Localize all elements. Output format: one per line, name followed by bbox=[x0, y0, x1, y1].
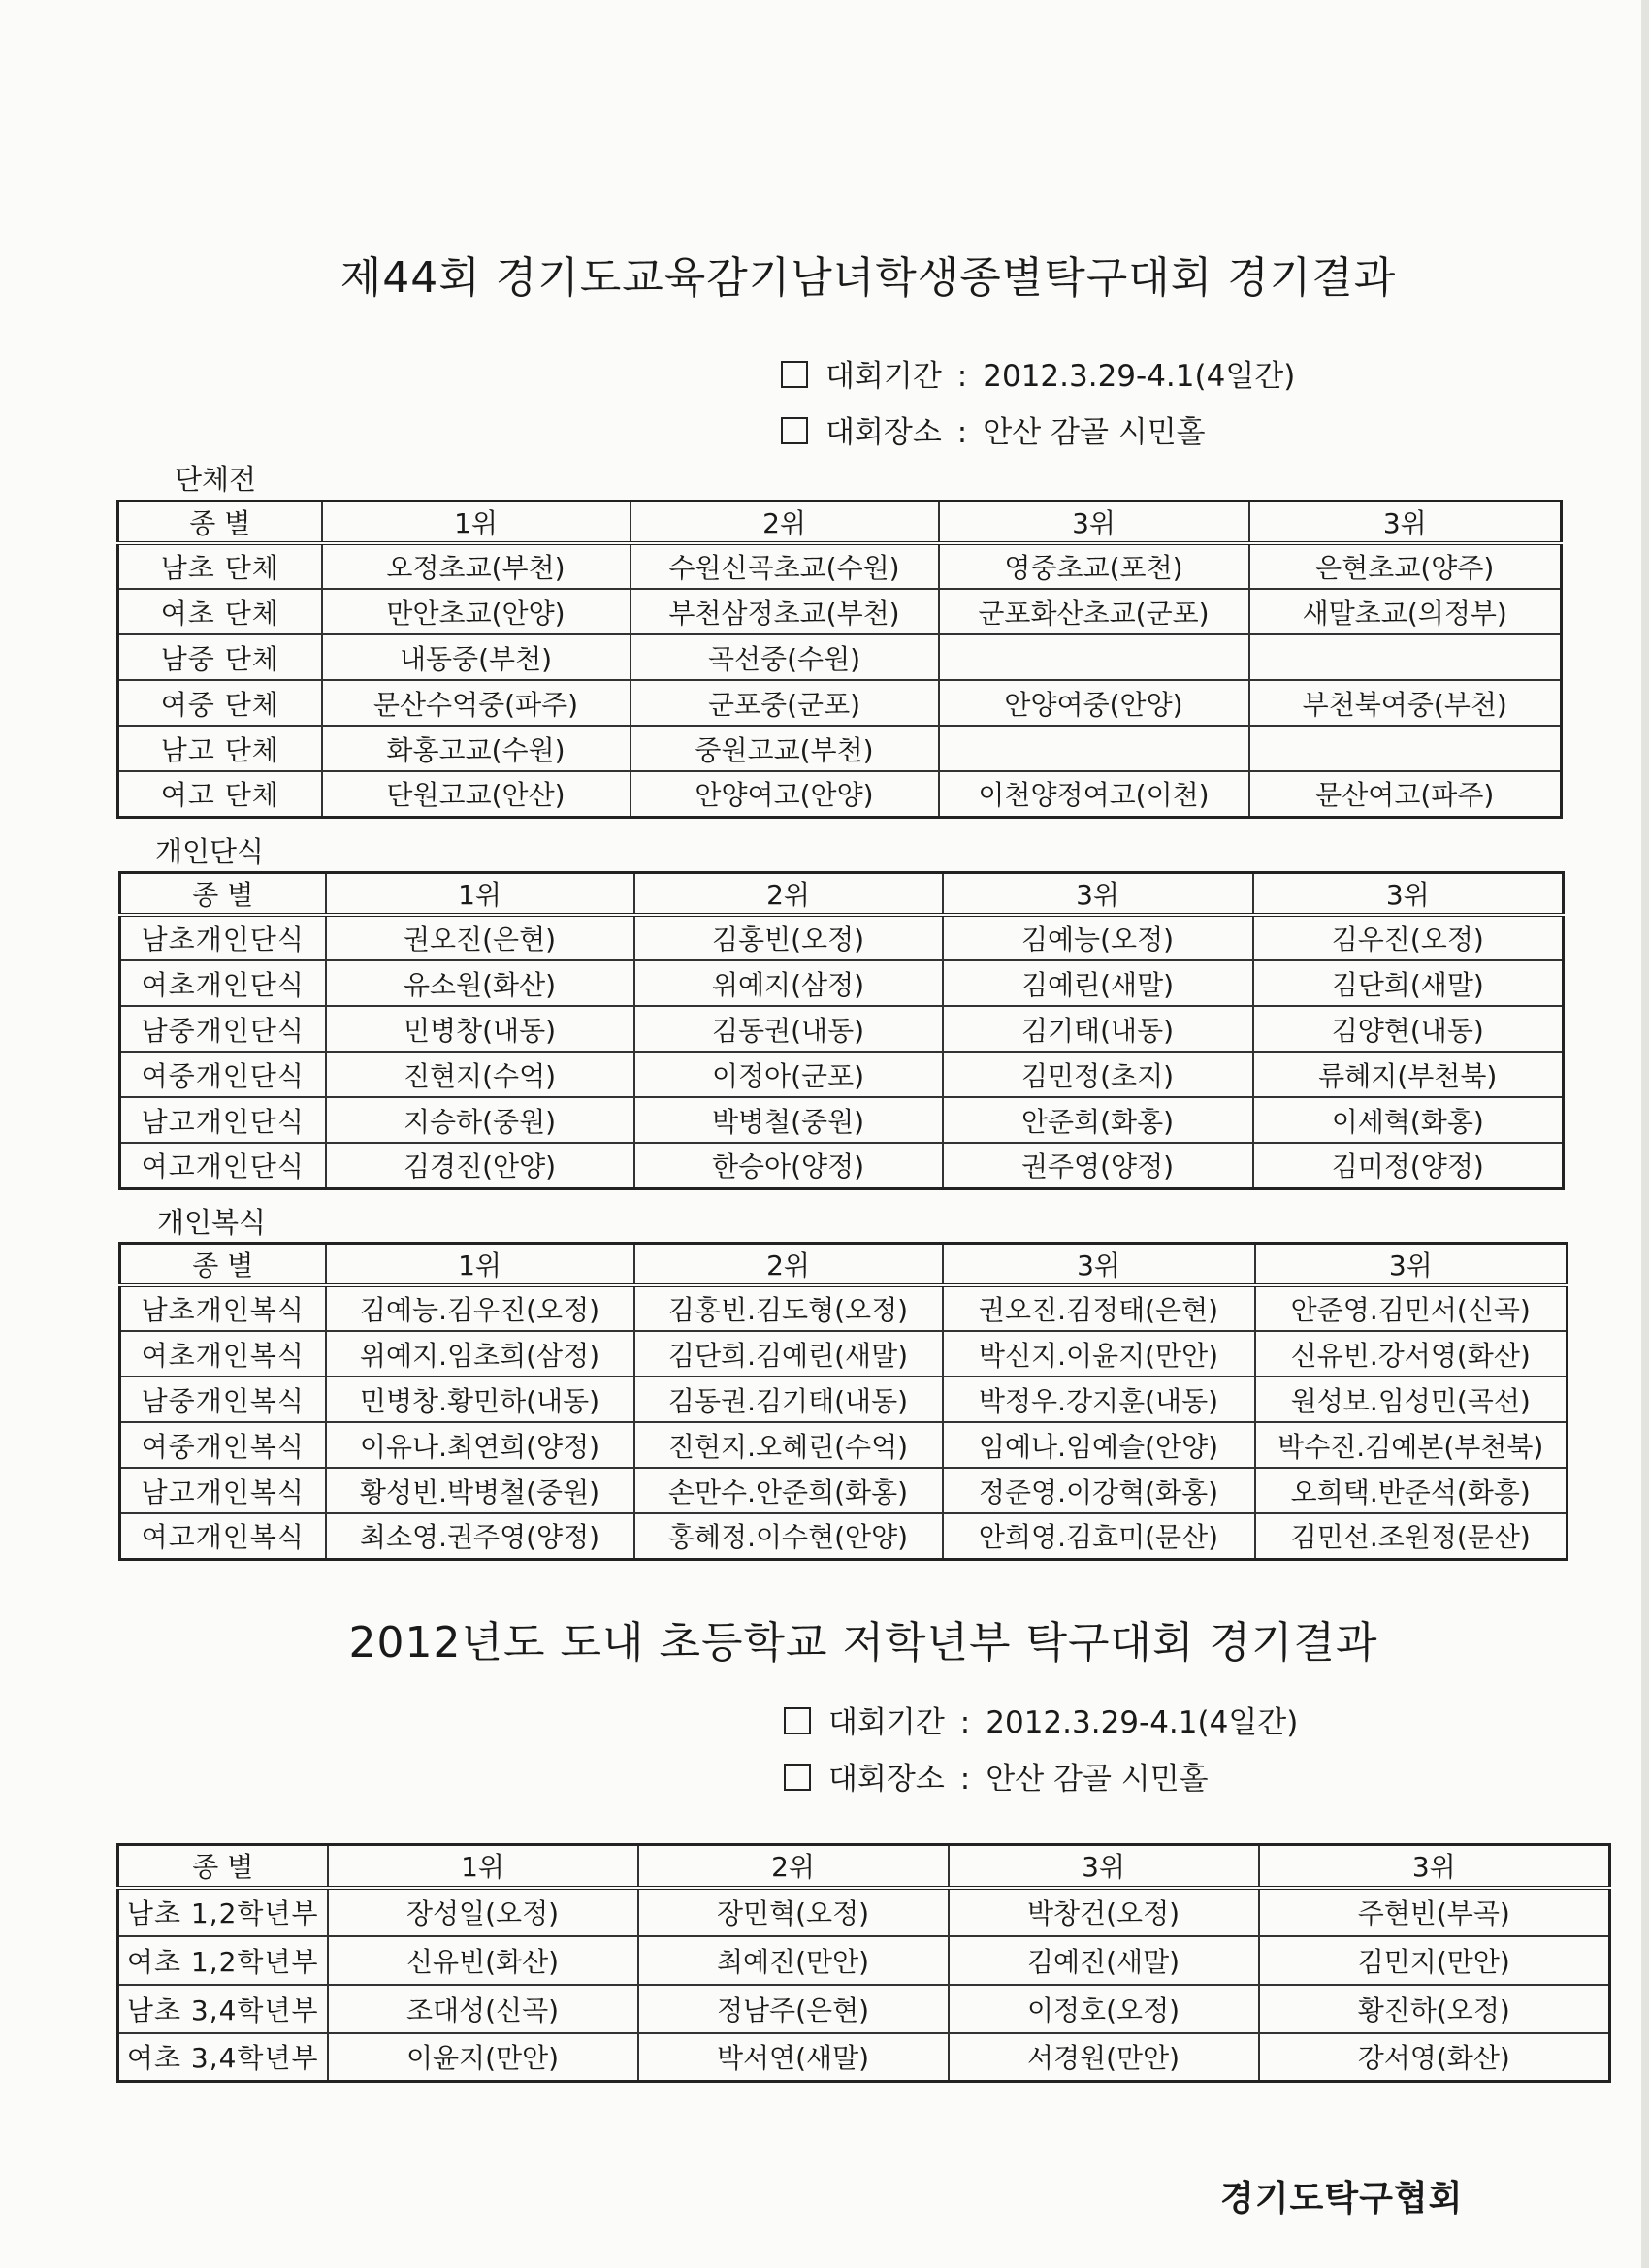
category-cell: 여고개인복식 bbox=[120, 1513, 326, 1559]
result-cell: 이정아(군포) bbox=[634, 1052, 943, 1097]
table-header-row bbox=[120, 873, 1564, 916]
result-cell: 권오진.김정태(은현) bbox=[943, 1285, 1255, 1331]
table-row bbox=[120, 1285, 1568, 1331]
category-cell: 남고 단체 bbox=[118, 726, 322, 771]
header-category: 종 별 bbox=[118, 1845, 328, 1888]
doc2-title: 2012년도 도내 초등학교 저학년부 탁구대회 경기결과 bbox=[348, 1618, 1378, 1668]
result-cell: 장민혁(오정) bbox=[638, 1888, 949, 1936]
result-cell: 신유빈(화산) bbox=[328, 1936, 638, 1985]
category-cell: 남중개인단식 bbox=[120, 1006, 326, 1052]
table-row bbox=[118, 543, 1562, 589]
table-row bbox=[118, 771, 1562, 817]
header-rank: 2위 bbox=[634, 873, 943, 916]
section-label-singles: 개인단식 bbox=[155, 835, 265, 868]
table-row bbox=[118, 2033, 1610, 2082]
table-row bbox=[118, 1888, 1610, 1936]
result-cell: 박병철(중원) bbox=[634, 1097, 943, 1143]
singles-results-table bbox=[118, 871, 1565, 1190]
table-row bbox=[120, 1468, 1568, 1513]
result-cell: 김홍빈(오정) bbox=[634, 915, 943, 960]
doc2-period: 대회기간 : 2012.3.29-4.1(4일간) bbox=[784, 1698, 1298, 1741]
result-cell: 화홍고교(수원) bbox=[322, 726, 630, 771]
checkbox-icon bbox=[784, 1764, 811, 1791]
result-cell bbox=[939, 634, 1249, 680]
result-cell: 박서연(새말) bbox=[638, 2033, 949, 2082]
result-cell: 김동권.김기태(내동) bbox=[634, 1377, 943, 1422]
result-cell: 류혜지(부천북) bbox=[1253, 1052, 1564, 1097]
result-cell: 영중초교(포천) bbox=[939, 543, 1249, 589]
table-header-row bbox=[118, 502, 1562, 544]
result-cell: 박신지.이윤지(만안) bbox=[943, 1331, 1255, 1377]
team-results-table bbox=[116, 500, 1563, 819]
result-cell: 한승아(양정) bbox=[634, 1143, 943, 1188]
result-cell: 황진하(오정) bbox=[1259, 1985, 1610, 2033]
table-row bbox=[120, 1052, 1564, 1097]
section-label-doubles: 개인복식 bbox=[157, 1206, 267, 1239]
header-category: 종 별 bbox=[118, 502, 322, 544]
result-cell: 안준희(화홍) bbox=[943, 1097, 1253, 1143]
result-cell: 단원고교(안산) bbox=[322, 771, 630, 817]
header-rank: 1위 bbox=[326, 1244, 634, 1286]
header-category: 종 별 bbox=[120, 1244, 326, 1286]
result-cell: 김단희.김예린(새말) bbox=[634, 1331, 943, 1377]
result-cell: 권주영(양정) bbox=[943, 1143, 1253, 1188]
header-rank: 3위 bbox=[943, 873, 1253, 916]
result-cell: 안준영.김민서(신곡) bbox=[1255, 1285, 1568, 1331]
result-cell bbox=[939, 726, 1249, 771]
result-cell: 이정호(오정) bbox=[949, 1985, 1259, 2033]
result-cell: 서경원(만안) bbox=[949, 2033, 1259, 2082]
result-cell: 안양여중(안양) bbox=[939, 680, 1249, 726]
result-cell: 김기태(내동) bbox=[943, 1006, 1253, 1052]
result-cell: 새말초교(의정부) bbox=[1249, 589, 1562, 634]
result-cell: 문산수억중(파주) bbox=[322, 680, 630, 726]
header-rank: 1위 bbox=[322, 502, 630, 544]
result-cell: 주현빈(부곡) bbox=[1259, 1888, 1610, 1936]
result-cell bbox=[1249, 726, 1562, 771]
result-cell: 김민선.조원정(문산) bbox=[1255, 1513, 1568, 1559]
result-cell: 신유빈.강서영(화산) bbox=[1255, 1331, 1568, 1377]
result-cell: 중원고교(부천) bbox=[630, 726, 939, 771]
result-cell: 문산여고(파주) bbox=[1249, 771, 1562, 817]
table-row bbox=[118, 589, 1562, 634]
result-cell: 내동중(부천) bbox=[322, 634, 630, 680]
category-cell: 남중개인복식 bbox=[120, 1377, 326, 1422]
doc1-title: 제44회 경기도교육감기남녀학생종별탁구대회 경기결과 bbox=[340, 253, 1397, 303]
category-cell: 남초개인복식 bbox=[120, 1285, 326, 1331]
result-cell: 김단희(새말) bbox=[1253, 960, 1564, 1006]
doc2-venue: 대회장소 : 안산 감골 시민홀 bbox=[784, 1754, 1209, 1798]
result-cell: 김예능.김우진(오정) bbox=[326, 1285, 634, 1331]
header-rank: 3위 bbox=[1249, 502, 1562, 544]
result-cell: 박수진.김예본(부천북) bbox=[1255, 1422, 1568, 1468]
result-cell: 박창건(오정) bbox=[949, 1888, 1259, 1936]
table-row bbox=[120, 1143, 1564, 1188]
result-cell: 부천북여중(부천) bbox=[1249, 680, 1562, 726]
result-cell: 이천양정여고(이천) bbox=[939, 771, 1249, 817]
header-rank: 3위 bbox=[939, 502, 1249, 544]
category-cell: 여초 단체 bbox=[118, 589, 322, 634]
result-cell: 유소원(화산) bbox=[326, 960, 634, 1006]
result-cell: 군포중(군포) bbox=[630, 680, 939, 726]
category-cell: 남고개인복식 bbox=[120, 1468, 326, 1513]
result-cell: 군포화산초교(군포) bbox=[939, 589, 1249, 634]
category-cell: 남중 단체 bbox=[118, 634, 322, 680]
doc1-period: 대회기간 : 2012.3.29-4.1(4일간) bbox=[781, 351, 1295, 395]
table-row bbox=[118, 1936, 1610, 1985]
category-cell: 남초개인단식 bbox=[120, 915, 326, 960]
result-cell: 김홍빈.김도형(오정) bbox=[634, 1285, 943, 1331]
category-cell: 여중개인복식 bbox=[120, 1422, 326, 1468]
table-row bbox=[120, 1513, 1568, 1559]
result-cell: 오정초교(부천) bbox=[322, 543, 630, 589]
header-rank: 2위 bbox=[634, 1244, 943, 1286]
result-cell: 오희택.반준석(화흥) bbox=[1255, 1468, 1568, 1513]
result-cell: 부천삼정초교(부천) bbox=[630, 589, 939, 634]
result-cell: 김예린(새말) bbox=[943, 960, 1253, 1006]
result-cell: 이윤지(만안) bbox=[328, 2033, 638, 2082]
table-row bbox=[120, 960, 1564, 1006]
result-cell: 안양여고(안양) bbox=[630, 771, 939, 817]
header-rank: 1위 bbox=[328, 1845, 638, 1888]
header-rank: 3위 bbox=[943, 1244, 1255, 1286]
scan-edge bbox=[1641, 0, 1649, 2268]
checkbox-icon bbox=[781, 361, 808, 388]
category-cell: 남초 1,2학년부 bbox=[118, 1888, 328, 1936]
header-rank: 3위 bbox=[1253, 873, 1564, 916]
result-cell: 민병창.황민하(내동) bbox=[326, 1377, 634, 1422]
result-cell: 김미정(양정) bbox=[1253, 1143, 1564, 1188]
table-row bbox=[120, 1006, 1564, 1052]
table-row bbox=[120, 1377, 1568, 1422]
checkbox-icon bbox=[781, 417, 808, 444]
result-cell: 김민정(초지) bbox=[943, 1052, 1253, 1097]
table-row bbox=[120, 915, 1564, 960]
header-rank: 1위 bbox=[326, 873, 634, 916]
result-cell: 민병창(내동) bbox=[326, 1006, 634, 1052]
result-cell: 김우진(오정) bbox=[1253, 915, 1564, 960]
category-cell: 남초 3,4학년부 bbox=[118, 1985, 328, 2033]
doc1-venue: 대회장소 : 안산 감골 시민홀 bbox=[781, 407, 1206, 451]
result-cell: 권오진(은현) bbox=[326, 915, 634, 960]
table-row bbox=[120, 1422, 1568, 1468]
result-cell: 최예진(만안) bbox=[638, 1936, 949, 1985]
category-cell: 여고개인단식 bbox=[120, 1143, 326, 1188]
result-cell: 진현지(수억) bbox=[326, 1052, 634, 1097]
lower-grade-results-table bbox=[116, 1843, 1611, 2083]
category-cell: 여초개인단식 bbox=[120, 960, 326, 1006]
table-row bbox=[118, 1985, 1610, 2033]
result-cell: 곡선중(수원) bbox=[630, 634, 939, 680]
result-cell: 정준영.이강혁(화홍) bbox=[943, 1468, 1255, 1513]
doubles-results-table bbox=[118, 1242, 1568, 1561]
category-cell: 여초개인복식 bbox=[120, 1331, 326, 1377]
result-cell: 정남주(은현) bbox=[638, 1985, 949, 2033]
header-rank: 3위 bbox=[1259, 1845, 1610, 1888]
result-cell: 원성보.임성민(곡선) bbox=[1255, 1377, 1568, 1422]
result-cell bbox=[1249, 634, 1562, 680]
table-header-row bbox=[120, 1244, 1568, 1286]
header-category: 종 별 bbox=[120, 873, 326, 916]
result-cell: 김예진(새말) bbox=[949, 1936, 1259, 1985]
header-rank: 3위 bbox=[949, 1845, 1259, 1888]
result-cell: 김민지(만안) bbox=[1259, 1936, 1610, 1985]
table-row bbox=[118, 634, 1562, 680]
result-cell: 임예나.임예슬(안양) bbox=[943, 1422, 1255, 1468]
category-cell: 여초 1,2학년부 bbox=[118, 1936, 328, 1985]
result-cell: 진현지.오혜린(수억) bbox=[634, 1422, 943, 1468]
result-cell: 안희영.김효미(문산) bbox=[943, 1513, 1255, 1559]
result-cell: 김경진(안양) bbox=[326, 1143, 634, 1188]
result-cell: 위예지(삼정) bbox=[634, 960, 943, 1006]
result-cell: 은현초교(양주) bbox=[1249, 543, 1562, 589]
table-row bbox=[118, 680, 1562, 726]
footer-organization: 경기도탁구협회 bbox=[1220, 2179, 1464, 2219]
result-cell: 손만수.안준희(화홍) bbox=[634, 1468, 943, 1513]
table-row bbox=[120, 1097, 1564, 1143]
result-cell: 수원신곡초교(수원) bbox=[630, 543, 939, 589]
result-cell: 이세혁(화홍) bbox=[1253, 1097, 1564, 1143]
header-rank: 2위 bbox=[630, 502, 939, 544]
result-cell: 김동권(내동) bbox=[634, 1006, 943, 1052]
result-cell: 지승하(중원) bbox=[326, 1097, 634, 1143]
result-cell: 황성빈.박병철(중원) bbox=[326, 1468, 634, 1513]
table-header-row bbox=[118, 1845, 1610, 1888]
result-cell: 만안초교(안양) bbox=[322, 589, 630, 634]
result-cell: 장성일(오정) bbox=[328, 1888, 638, 1936]
category-cell: 여중개인단식 bbox=[120, 1052, 326, 1097]
checkbox-icon bbox=[784, 1707, 811, 1734]
result-cell: 홍혜정.이수현(안양) bbox=[634, 1513, 943, 1559]
header-rank: 2위 bbox=[638, 1845, 949, 1888]
category-cell: 여고 단체 bbox=[118, 771, 322, 817]
section-label-team: 단체전 bbox=[175, 463, 257, 496]
result-cell: 강서영(화산) bbox=[1259, 2033, 1610, 2082]
table-row bbox=[118, 726, 1562, 771]
result-cell: 조대성(신곡) bbox=[328, 1985, 638, 2033]
result-cell: 위예지.임초희(삼정) bbox=[326, 1331, 634, 1377]
result-cell: 이유나.최연희(양정) bbox=[326, 1422, 634, 1468]
category-cell: 남고개인단식 bbox=[120, 1097, 326, 1143]
category-cell: 여초 3,4학년부 bbox=[118, 2033, 328, 2082]
result-cell: 최소영.권주영(양정) bbox=[326, 1513, 634, 1559]
header-rank: 3위 bbox=[1255, 1244, 1568, 1286]
result-cell: 김양현(내동) bbox=[1253, 1006, 1564, 1052]
result-cell: 김예능(오정) bbox=[943, 915, 1253, 960]
category-cell: 여중 단체 bbox=[118, 680, 322, 726]
category-cell: 남초 단체 bbox=[118, 543, 322, 589]
table-row bbox=[120, 1331, 1568, 1377]
result-cell: 박정우.강지훈(내동) bbox=[943, 1377, 1255, 1422]
